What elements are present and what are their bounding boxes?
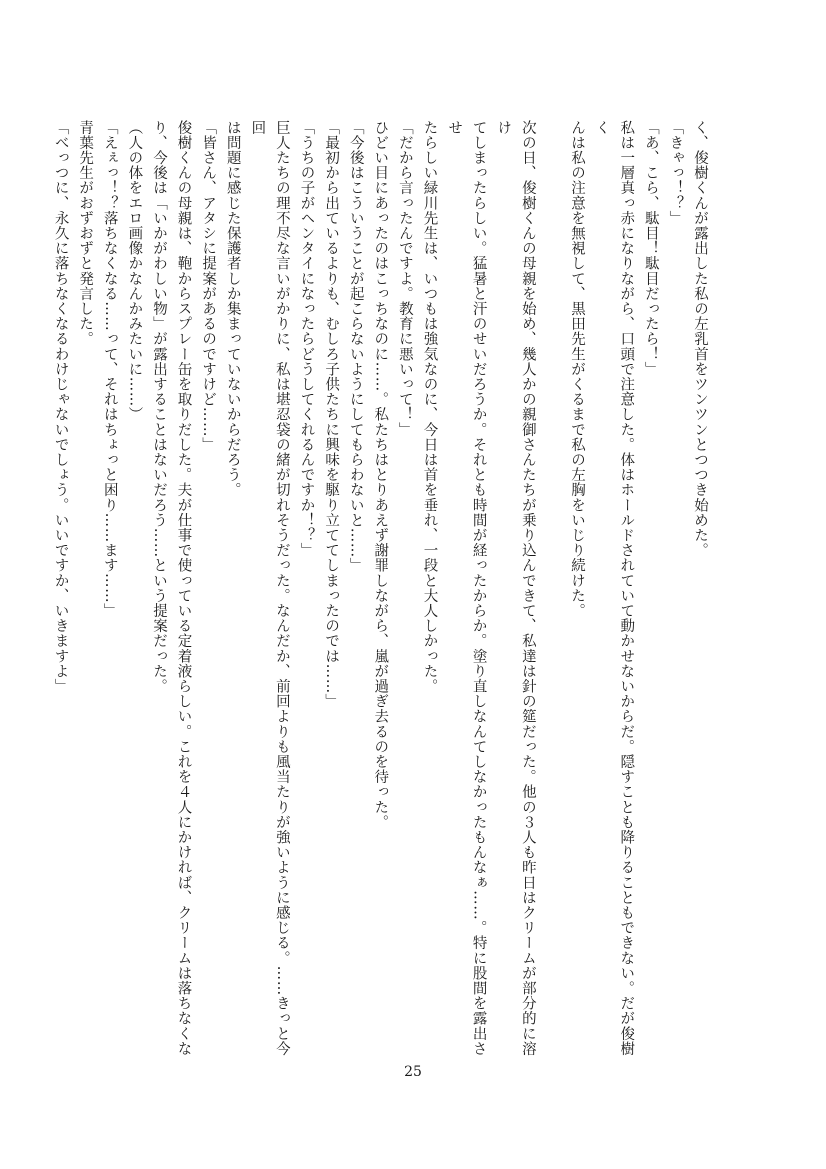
text-line: 「最初から出ているよりも、むしろ子供たちに興味を駆り立ててしまったのでは……」 bbox=[323, 120, 340, 709]
text-line: 巨人たちの理不尽な言いがかりに、私は堪忍袋の緒が切れそうだった。なんだか、前回よりも風当たりが強いように感じる。……きっと今回 bbox=[249, 120, 290, 1057]
text-line: 「べっつに、永久に落ちなくなるわけじゃないでしょう。いいですか、いきますよ」 bbox=[52, 120, 69, 694]
body-text bbox=[52, 120, 712, 1065]
text-line: ひどい目にあったのはこっちなのに……。私たちはとりあえず謝罪しながら、嵐が過ぎ去るのを待った。 bbox=[372, 120, 389, 830]
text-line: く、俊樹くんが露出した私の左乳首をツンツンとつつき始めた。 bbox=[692, 120, 708, 558]
text-line: 「うちの子がヘンタイになったらどうしてくれるんですか！？」 bbox=[298, 120, 315, 558]
text-line: 「あ、こら、駄目！駄目だったら！」 bbox=[642, 120, 659, 377]
text-line: り、今後は「いかがわしい物」が露出することはないだろう……という提案だった。 bbox=[150, 120, 167, 694]
text-line: 次の日、俊樹くんの母親を始め、幾人かの親御さんたちが乗り込んできて、私達は針の筵だった。他の３人も昨日はクリームが部分的に溶け bbox=[495, 120, 536, 1057]
text-line: 「えぇっ！？落ちなくなる……って、それはちょっと困り……ます……」 bbox=[101, 120, 118, 619]
text-line: 「だから言ったんですよ。教育に悪いって！」 bbox=[396, 120, 413, 438]
text-line: 俊樹くんの母親は、鞄からスプレー缶を取りだした。夫が仕事で使っている定着液らしい。これを４人にかければ、クリームは落ちなくな bbox=[175, 120, 192, 1057]
text-line: 「きゃっ！？」 bbox=[667, 120, 684, 226]
text-line: んは私の注意を無視して、黒田先生がくるまで私の左胸をいじり続けた。 bbox=[569, 120, 586, 619]
text-line: （人の体をエロ画像かなんかみたいに……） bbox=[126, 120, 143, 422]
text-line: 青葉先生がおずおずと発言した。 bbox=[77, 120, 94, 347]
text-line: たらしい緑川先生は、いつもは強気なのに、今日は首を垂れ、一段と大人しかった。 bbox=[421, 120, 438, 694]
text-line: 私は一層真っ赤になりながら、口頭で注意した。体はホールドされていて動かせないからだ。隠すことも降りることもできない。だが俊樹く bbox=[593, 120, 635, 1057]
text-line: てしまったらしい。猛暑と汗のせいだろうか。それとも時間が経ったからか。塗り直しなんてしなかったもんなぁ……。特に股間を露出させ bbox=[446, 120, 487, 1057]
text-line: 「皆さん、アタシに提案があるのですけど……」 bbox=[200, 120, 217, 453]
text-line: は問題に感じた保護者しか集まっていないからだろう。 bbox=[224, 120, 241, 498]
text-line: 「今後はこういうことが起こらないようにしてもらわないと……」 bbox=[347, 120, 364, 573]
blank-line bbox=[540, 120, 565, 1065]
page-number: 25 bbox=[404, 1064, 422, 1080]
